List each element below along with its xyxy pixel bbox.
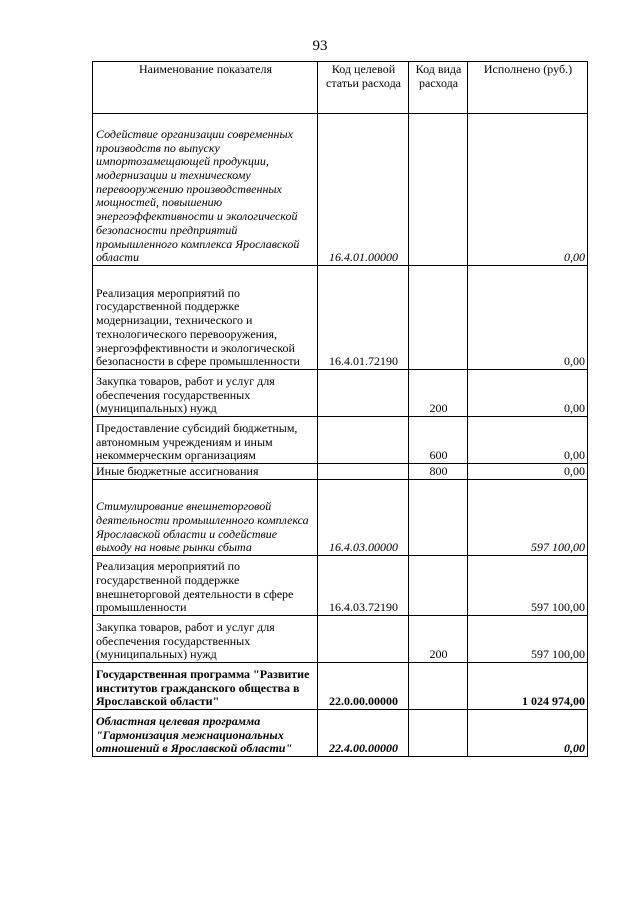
header-expense-kind: Код вида расхода xyxy=(409,62,468,114)
row-kind xyxy=(409,556,468,616)
table-row xyxy=(93,556,588,616)
table-row xyxy=(93,417,588,464)
row-code: 22.4.00.00000 xyxy=(318,710,409,757)
row-amount: 0,00 xyxy=(468,417,588,464)
row-name: Предоставление субсидий бюджетным, автономным учреждениям и иным некоммерческим организациям xyxy=(93,417,318,464)
row-name: Областная целевая программа "Гармонизация межнациональных отношений в Ярославской области" xyxy=(93,710,318,757)
row-amount: 597 100,00 xyxy=(468,556,588,616)
row-name: Закупка товаров, работ и услуг для обеспечения государственных (муниципальных) нужд xyxy=(93,616,318,663)
table-row xyxy=(93,480,588,556)
row-code: 16.4.03.72190 xyxy=(318,556,409,616)
table-row xyxy=(93,616,588,663)
row-code: 16.4.01.72190 xyxy=(318,266,409,370)
row-code xyxy=(318,464,409,480)
row-kind xyxy=(409,710,468,757)
row-amount: 0,00 xyxy=(468,266,588,370)
row-name: Содействие организации современных производств по выпуску импортозамещающей продукции, модернизации и техническому перевооружению производственных мощностей, повышению энергоэффективности и экологической безопасности предприятий промышленного комплекса Ярославской области xyxy=(93,114,318,266)
row-kind xyxy=(409,663,468,710)
row-kind xyxy=(409,114,468,266)
table-row xyxy=(93,710,588,757)
row-kind: 200 xyxy=(409,616,468,663)
page-number: 93 xyxy=(312,38,328,54)
row-name: Стимулирование внешнеторговой деятельности промышленного комплекса Ярославской области и содействие выходу на новые рынки сбыта xyxy=(93,480,318,556)
row-amount: 597 100,00 xyxy=(468,616,588,663)
row-kind: 600 xyxy=(409,417,468,464)
row-amount: 0,00 xyxy=(468,464,588,480)
budget-table xyxy=(92,61,588,757)
row-code: 22.0.00.00000 xyxy=(318,663,409,710)
row-name: Иные бюджетные ассигнования xyxy=(93,464,318,480)
table-header-row xyxy=(93,62,588,114)
row-code xyxy=(318,616,409,663)
row-code: 16.4.01.00000 xyxy=(318,114,409,266)
row-name: Реализация мероприятий по государственной поддержке модернизации, технического и технологического перевооружения, энергоэффективности и экологической безопасности в сфере промышленности xyxy=(93,266,318,370)
table-row xyxy=(93,370,588,417)
header-target-code: Код целевой статьи расхода xyxy=(318,62,409,114)
row-amount: 0,00 xyxy=(468,710,588,757)
row-kind xyxy=(409,480,468,556)
header-executed-amount: Исполнено (руб.) xyxy=(468,62,588,114)
row-name: Реализация мероприятий по государственной поддержке внешнеторговой деятельности в сфере промышленности xyxy=(93,556,318,616)
table-row xyxy=(93,464,588,480)
row-code xyxy=(318,417,409,464)
row-code xyxy=(318,370,409,417)
row-name: Государственная программа "Развитие институтов гражданского общества в Ярославской области" xyxy=(93,663,318,710)
table-row xyxy=(93,114,588,266)
row-kind xyxy=(409,266,468,370)
table-row xyxy=(93,266,588,370)
row-code: 16.4.03.00000 xyxy=(318,480,409,556)
table-row xyxy=(93,663,588,710)
row-amount: 0,00 xyxy=(468,370,588,417)
row-amount: 0,00 xyxy=(468,114,588,266)
row-name: Закупка товаров, работ и услуг для обеспечения государственных (муниципальных) нужд xyxy=(93,370,318,417)
header-indicator-name: Наименование показателя xyxy=(93,62,318,114)
row-amount: 1 024 974,00 xyxy=(468,663,588,710)
row-kind: 200 xyxy=(409,370,468,417)
row-amount: 597 100,00 xyxy=(468,480,588,556)
row-kind: 800 xyxy=(409,464,468,480)
